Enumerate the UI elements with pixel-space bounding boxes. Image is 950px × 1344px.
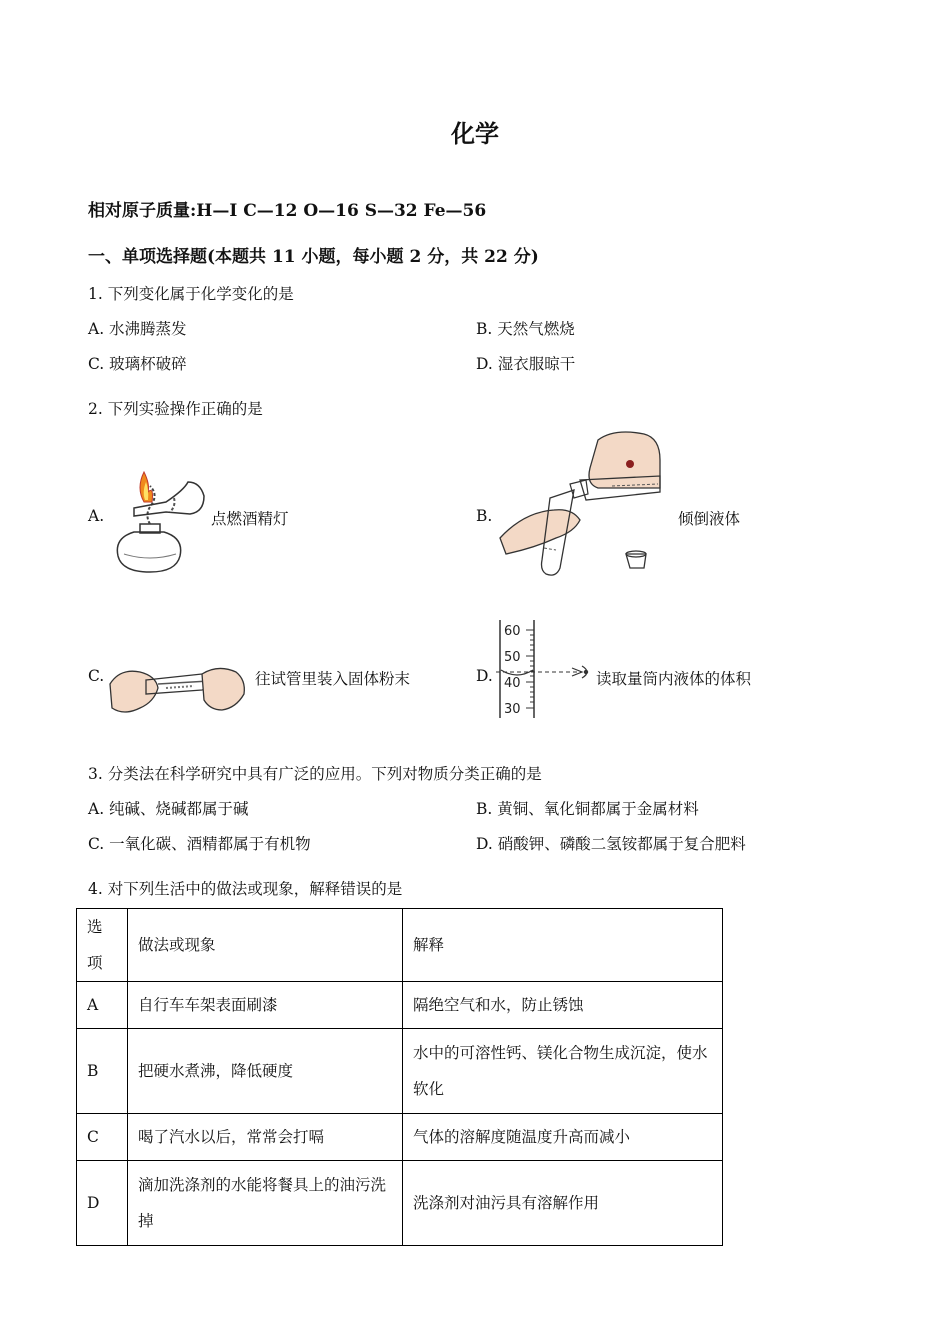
table-cell: 喝了汽水以后，常常会打嗝 xyxy=(128,1114,403,1161)
table-cell: D xyxy=(77,1161,128,1246)
table-cell: 洗涤剂对油污具有溶解作用 xyxy=(403,1161,723,1246)
q2-option-b-text: 倾倒液体 xyxy=(678,510,741,528)
table-cell: A xyxy=(77,982,128,1029)
table-cell: 自行车车架表面刷漆 xyxy=(128,982,403,1029)
q2-option-d-text: 读取量筒内液体的体积 xyxy=(596,670,752,688)
cylinder-tick-30: 30 xyxy=(504,702,521,717)
q2-option-c-letter: C. xyxy=(88,667,105,685)
page-title: 化学 xyxy=(451,120,499,148)
table-row xyxy=(77,982,723,1029)
q1-stem: 1. 下列变化属于化学变化的是 xyxy=(88,285,294,303)
table-cell: C xyxy=(77,1114,128,1161)
table-cell: 气体的溶解度随温度升高而减小 xyxy=(403,1114,723,1161)
graduated-cylinder-illustration xyxy=(494,618,596,722)
table-row xyxy=(77,1114,723,1161)
pouring-liquid-illustration xyxy=(494,428,670,578)
q2-option-c-text: 往试管里装入固体粉末 xyxy=(255,670,411,688)
cylinder-tick-50: 50 xyxy=(504,650,521,665)
table-cell: 把硬水煮沸，降低硬度 xyxy=(128,1029,403,1114)
q1-option-d: D. 湿衣服晾干 xyxy=(476,355,576,373)
q3-option-d: D. 硝酸钾、磷酸二氢铵都属于复合肥料 xyxy=(476,835,746,853)
table-header-row xyxy=(77,909,723,982)
q3-option-c: C. 一氧化碳、酒精都属于有机物 xyxy=(88,835,311,853)
q3-option-a: A. 纯碱、烧碱都属于碱 xyxy=(88,800,249,818)
alcohol-lamp-illustration xyxy=(104,468,208,576)
table-header-cell: 解释 xyxy=(403,909,723,982)
q2-stem: 2. 下列实验操作正确的是 xyxy=(88,400,263,418)
q4-table xyxy=(76,908,723,1246)
table-cell: 水中的可溶性钙、镁化合物生成沉淀，使水软化 xyxy=(403,1029,723,1114)
table-row xyxy=(77,1029,723,1114)
q2-option-b-letter: B. xyxy=(476,507,493,525)
section-heading: 一、单项选择题(本题共 11 小题，每小题 2 分，共 22 分) xyxy=(88,247,539,267)
table-row xyxy=(77,1161,723,1246)
q1-option-b: B. 天然气燃烧 xyxy=(476,320,575,338)
adding-powder-illustration xyxy=(106,658,248,722)
table-header-cell: 选项 xyxy=(77,909,128,982)
table-cell: 滴加洗涤剂的水能将餐具上的油污洗掉 xyxy=(128,1161,403,1246)
table-cell: 隔绝空气和水，防止锈蚀 xyxy=(403,982,723,1029)
q2-option-a-letter: A. xyxy=(88,507,105,525)
q3-option-b: B. 黄铜、氧化铜都属于金属材料 xyxy=(476,800,699,818)
table-cell: B xyxy=(77,1029,128,1114)
cylinder-tick-60: 60 xyxy=(504,624,521,639)
atomic-mass-line: 相对原子质量:H—I C—12 O—16 S—32 Fe—56 xyxy=(88,201,487,221)
q1-option-a: A. 水沸腾蒸发 xyxy=(88,320,187,338)
cylinder-tick-40: 40 xyxy=(504,676,521,691)
table-header-cell: 做法或现象 xyxy=(128,909,403,982)
q4-stem: 4. 对下列生活中的做法或现象，解释错误的是 xyxy=(88,880,403,898)
q3-stem: 3. 分类法在科学研究中具有广泛的应用。下列对物质分类正确的是 xyxy=(88,765,542,783)
q1-option-c: C. 玻璃杯破碎 xyxy=(88,355,187,373)
q2-option-d-letter: D. xyxy=(476,667,493,685)
q2-option-a-text: 点燃酒精灯 xyxy=(211,510,289,528)
